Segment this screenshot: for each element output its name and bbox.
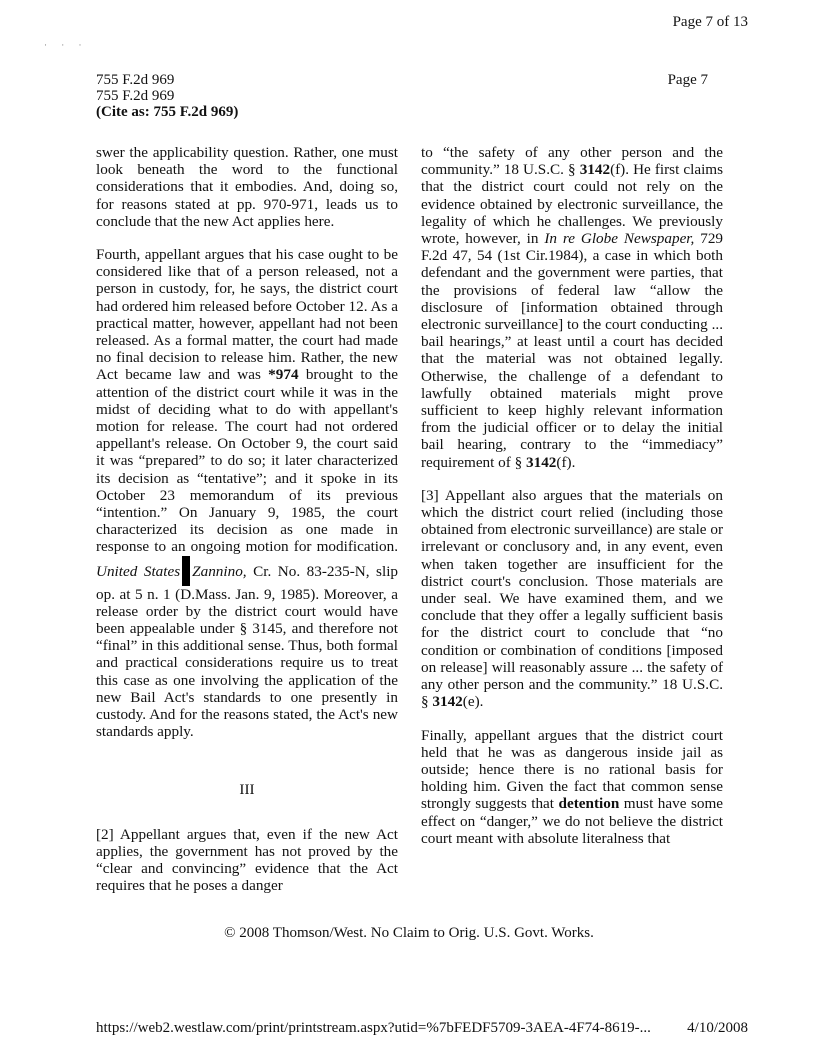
case-name: United States xyxy=(96,562,181,580)
statute-section: 3142 xyxy=(526,453,557,471)
citation-line-2: 755 F.2d 969 xyxy=(96,88,175,104)
paragraph: [2] Appellant argues that, even if the new Act applies, the government has not proved by the “clear and convincing” evidence that the Act requires that he poses a danger xyxy=(96,825,398,895)
statute-section: 3142 xyxy=(432,693,463,711)
case-name: Zannino, xyxy=(192,562,247,580)
copyright-notice: © 2008 Thomson/West. No Claim to Orig. U.S. Govt. Works. xyxy=(224,925,594,941)
paragraph: Finally, appellant argues that the district court held that he was as dangerous inside jail as outside; hence there is no rational basis for holding him. Given the fact that common sense strongly suggests that detention must have some effect on “danger,” we do not believe the district court meant with absolute literalness that xyxy=(421,726,724,847)
citation-line-1: 755 F.2d 969 xyxy=(96,72,175,88)
citation-block xyxy=(96,72,238,120)
section-heading: III xyxy=(239,780,255,798)
paragraph: swer the applicability question. Rather, one must look beneath the word to the functional considerations that it embodies. And, doing so, for reasons stated at pp. 970-971, leads us to conclude that the new Act applies here. xyxy=(96,144,398,230)
redaction-mark xyxy=(182,556,190,586)
right-column xyxy=(421,144,723,863)
search-term-highlight: detention xyxy=(558,795,620,813)
page-count: Page 7 of 13 xyxy=(672,14,748,30)
print-date: 4/10/2008 xyxy=(687,1020,748,1036)
star-page-marker: *974 xyxy=(268,366,299,384)
print-url: https://web2.westlaw.com/print/printstream.aspx?utid=%7bFEDF5709-3AEA-4F74-8619-... xyxy=(96,1020,651,1036)
paragraph: to “the safety of any other person and the community.” 18 U.S.C. § 3142(f). He first claims that the district court could not rely on the evidence obtained by electronic surveillance, the legality of which he challenges. We previously wrote, however, in In re Globe Newspaper, 729 F.2d 47, 54 (1st Cir.1984), a case in which both defendant and the government were parties, that the provisions of federal law “allow the disclosure of [information obtained through electronic surveillance] to the court conducting ... bail hearings,” at least until a court has decided that the material was not obtained legally. Otherwise, the challenge of a defendant to lawfully obtained materials might prove sufficient to keep highly relevant information from the judicial officer or to delay the initial bail hearing, contrary to the “immediacy” requirement of § 3142(f). xyxy=(421,144,724,471)
paragraph: Fourth, appellant argues that his case ought to be considered like that of a person released, not a person in custody, for, he says, the district court had ordered him released before October 12. As a practical matter, however, appellant had not been released. As a formal matter, the court had made no final decision to release him. Rather, the new Act became law and was *974 brought to the attention of the district court while it was in the midst of deciding what to do with appellant's motion for release. The court had not ordered appellant's release. On October 9, the court said it was “prepared” to do so; it later characterized its decision as “tentative”; and it spoke in its October 23 memorandum of its previous “intention.” On January 9, 1985, the court characterized its decision as one made in response to an ongoing motion for modification. United States Zannino, Cr. No. 83-235-N, slip op. at 5 n. 1 (D.Mass. Jan. 9, 1985). Moreover, a release order by the district court would have been appealable under § 3145, and therefore not “final” in this additional sense. Thus, both formal and practical considerations require us to treat this case as one involving the application of the new Bail Act's standards to one presently in custody. And for the reasons stated, the Act's new standards apply. xyxy=(96,246,399,741)
left-column xyxy=(96,144,398,911)
cite-as: (Cite as: 755 F.2d 969) xyxy=(96,104,239,120)
case-name: In re Globe Newspaper, xyxy=(544,230,695,248)
statute-section: 3142 xyxy=(579,161,611,179)
paragraph: [3] Appellant also argues that the materials on which the district court relied (including those obtained from electronic surveillance) are stale or irrelevant or conclusory and, in any event, even when taken together are insufficient for the district court's conclusion. Those materials are under seal. We have examined them, and we conclude that they offer a legally sufficient basis for the district court to conclude that “no condition or combination of conditions [imposed on release] will reasonably assure ... the safety of any other person and the community.” 18 U.S.C. § 3142(e). xyxy=(421,486,723,711)
scan-specks: · · · xyxy=(44,40,88,50)
page-number: Page 7 xyxy=(667,72,708,88)
